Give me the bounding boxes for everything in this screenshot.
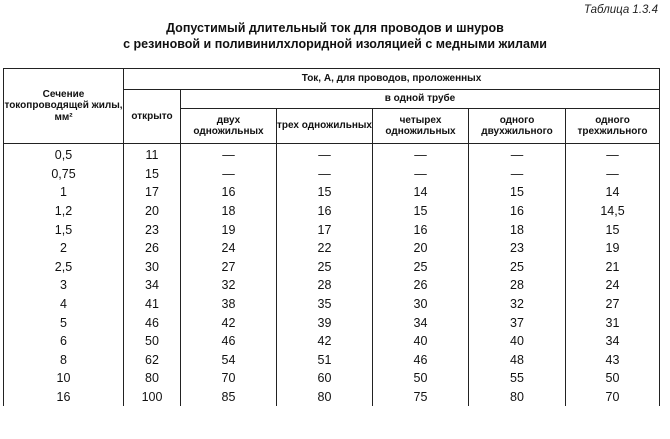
cell-three-single: 25 [277,258,373,277]
table-row [4,144,660,165]
cell-three-single: 15 [277,183,373,202]
cell-four-single: 20 [373,239,469,258]
cell-section: 16 [4,388,124,407]
header-three-single: трех одножильных [277,109,373,144]
table-row [4,313,660,332]
cell-two-single: 38 [181,295,277,314]
cell-section: 1,2 [4,202,124,221]
cell-section: 10 [4,369,124,388]
cell-two-single: 85 [181,388,277,407]
table-row [4,388,660,407]
table-row [4,332,660,351]
cell-open: 26 [124,239,181,258]
cell-section: 0,5 [4,144,124,165]
table-row [4,351,660,370]
cell-open: 80 [124,369,181,388]
cell-section: 5 [4,313,124,332]
cell-one-three-core: — [566,165,660,184]
title-line-2: с резиновой и поливинилхлоридной изоляцией с медными жилами [123,37,547,51]
cell-four-single: 46 [373,351,469,370]
cell-four-single: 14 [373,183,469,202]
cell-one-three-core: — [566,144,660,165]
cell-four-single: 34 [373,313,469,332]
cell-one-three-core: 70 [566,388,660,407]
header-four-single: четырех одножильных [373,109,469,144]
cell-one-three-core: 34 [566,332,660,351]
cell-one-two-core: 80 [469,388,566,407]
table-row [4,258,660,277]
cell-two-single: 24 [181,239,277,258]
cell-three-single: 60 [277,369,373,388]
header-open: открыто [124,90,181,144]
cell-open: 100 [124,388,181,407]
cell-section: 1 [4,183,124,202]
current-table [3,68,660,406]
cell-two-single: 42 [181,313,277,332]
cell-section: 0,75 [4,165,124,184]
header-two-single: двух одножильных [181,109,277,144]
cell-open: 41 [124,295,181,314]
header-section: Сечение токопроводящей жилы, мм² [4,69,124,144]
cell-three-single: 22 [277,239,373,258]
cell-four-single: 30 [373,295,469,314]
table-title [0,20,670,52]
cell-three-single: 51 [277,351,373,370]
table-row [4,202,660,221]
header-in-pipe: в одной трубе [181,90,660,109]
cell-four-single: 75 [373,388,469,407]
cell-open: 30 [124,258,181,277]
cell-three-single: 39 [277,313,373,332]
cell-open: 17 [124,183,181,202]
cell-two-single: 54 [181,351,277,370]
table-row [4,183,660,202]
cell-open: 15 [124,165,181,184]
cell-open: 62 [124,351,181,370]
header-one-two-core: одного двухжильного [469,109,566,144]
cell-two-single: — [181,144,277,165]
cell-section: 1,5 [4,220,124,239]
cell-one-three-core: 21 [566,258,660,277]
cell-one-two-core: 16 [469,202,566,221]
cell-one-three-core: 43 [566,351,660,370]
cell-four-single: 50 [373,369,469,388]
cell-two-single: 16 [181,183,277,202]
cell-one-two-core: 25 [469,258,566,277]
cell-three-single: 42 [277,332,373,351]
cell-four-single: — [373,144,469,165]
cell-one-three-core: 50 [566,369,660,388]
cell-two-single: 19 [181,220,277,239]
cell-three-single: 17 [277,220,373,239]
cell-three-single: — [277,165,373,184]
cell-two-single: 27 [181,258,277,277]
cell-one-two-core: 55 [469,369,566,388]
cell-one-two-core: 37 [469,313,566,332]
cell-section: 6 [4,332,124,351]
cell-section: 4 [4,295,124,314]
cell-one-three-core: 15 [566,220,660,239]
cell-three-single: 80 [277,388,373,407]
cell-four-single: 25 [373,258,469,277]
cell-one-two-core: 18 [469,220,566,239]
cell-open: 34 [124,276,181,295]
cell-two-single: 18 [181,202,277,221]
title-line-1: Допустимый длительный ток для проводов и шнуров [166,21,504,35]
table-row [4,295,660,314]
table-body [4,144,660,407]
cell-three-single: — [277,144,373,165]
header-current: Ток, А, для проводов, проложенных [124,69,660,90]
cell-four-single: 26 [373,276,469,295]
cell-open: 23 [124,220,181,239]
cell-one-three-core: 31 [566,313,660,332]
cell-two-single: 70 [181,369,277,388]
cell-open: 11 [124,144,181,165]
cell-one-two-core: — [469,165,566,184]
cell-three-single: 16 [277,202,373,221]
table-row [4,165,660,184]
cell-two-single: — [181,165,277,184]
cell-three-single: 35 [277,295,373,314]
cell-open: 50 [124,332,181,351]
cell-open: 46 [124,313,181,332]
cell-one-two-core: 28 [469,276,566,295]
cell-one-three-core: 27 [566,295,660,314]
cell-one-two-core: 32 [469,295,566,314]
table-number: Таблица 1.3.4 [583,4,658,16]
cell-one-two-core: — [469,144,566,165]
table-row [4,369,660,388]
cell-section: 8 [4,351,124,370]
cell-section: 2,5 [4,258,124,277]
table-row [4,220,660,239]
cell-two-single: 46 [181,332,277,351]
cell-open: 20 [124,202,181,221]
cell-one-three-core: 14,5 [566,202,660,221]
cell-two-single: 32 [181,276,277,295]
cell-section: 2 [4,239,124,258]
cell-section: 3 [4,276,124,295]
cell-one-three-core: 19 [566,239,660,258]
cell-one-two-core: 23 [469,239,566,258]
cell-one-three-core: 24 [566,276,660,295]
cell-one-two-core: 40 [469,332,566,351]
cell-four-single: 16 [373,220,469,239]
cell-four-single: 15 [373,202,469,221]
cell-one-two-core: 15 [469,183,566,202]
cell-one-three-core: 14 [566,183,660,202]
table-row [4,239,660,258]
table-row [4,276,660,295]
cell-four-single: — [373,165,469,184]
cell-three-single: 28 [277,276,373,295]
cell-one-two-core: 48 [469,351,566,370]
header-one-three-core: одного трехжильного [566,109,660,144]
cell-four-single: 40 [373,332,469,351]
